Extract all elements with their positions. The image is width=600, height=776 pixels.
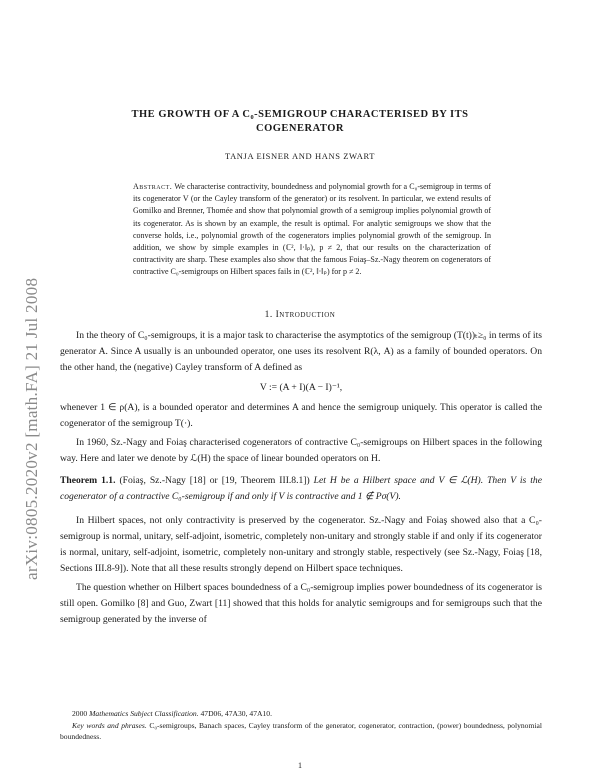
paragraph: In Hilbert spaces, not only contractivity is preserved by the cogenerator. Sz.-Nagy and Foiaş showed also that a C₀-semigroup is normal, unitary, self-adjoint, isometric, completely non-unitary and strongly stable if and only if its cogenerator is normal, unitary, self-adjoint, isometric, completely non-unitary and strongly stable, respectively (see Sz.-Nagy, Foiaş [18, Sections III.8-9]). Note that all these results strongly depend on Hilbert space techniques. [60,515,542,574]
msc-label: Mathematics Subject Classification. [89,709,199,718]
cayley-equation: V := (A + I)(A − I)⁻¹, [259,382,343,393]
paragraph: whenever 1 ∈ ρ(A), is a bounded operator and determines A and hence the semigroup uniquely. This operator is called the cogenerator of the semigroup T(·). [60,402,542,429]
footnotes [60,708,542,743]
page-number: 1 [298,761,302,770]
paragraph: The question whether on Hilbert spaces boundedness of a C₀-semigroup implies power boundedness of its cogenerator is still open. Gomilko [8] and Guo, Zwart [11] showed that this holds for analytic semigroups and for semigroups such that the semigroup generated by the inverse of [60,582,542,625]
theorem-heading: Theorem 1.1. [60,475,116,486]
paper-title: THE GROWTH OF A C₀-SEMIGROUP CHARACTERISED BY ITS COGENERATOR [131,109,469,134]
paper-authors: TANJA EISNER AND HANS ZWART [224,151,376,161]
abstract-label: Abstract. [133,182,173,191]
msc-year: 2000 [72,709,88,718]
msc-footnote [60,708,542,720]
abstract-text: We characterise contractivity, boundedness and polynomial growth for a C₀-semigroup in terms of its cogenerator V (or the Cayley transform of the generator) or its resolvent. In particular, we extend results of Gomilko and Brenner, Thomée and show that polynomial growth of a semigroup implies polynomial growth of its cogenerator. As is shown by an example, the result is optimal. For analytic semigroups we show that the converse holds, i.e., polynomial growth of the cogenerators implies polynomial growth of the semigroup. In addition, we show by simple examples in (ℂ², ‖·‖ₚ), p ≠ 2, that our results on the characterization of contractivity are sharp. These examples also show that the famous Foiaş–Sz.-Nagy theorem on cogenerators of contractive C₀-semigroups on Hilbert spaces fails in (ℂ², ‖·‖ₚ) for p ≠ 2. [133,182,491,277]
section-number: 1. [264,310,273,320]
keywords-label: Key words and phrases. [72,720,147,730]
theorem-statement: Let H be a Hilbert space and V ∈ ℒ(H). Then V is the cogenerator of a contractive C₀-semigroup if and only if V is contractive and 1 ∉ Pσ(V). [60,475,542,502]
section-title: Introduction [275,310,336,320]
abstract [133,181,491,279]
section-heading [60,310,540,320]
paragraph: In the theory of C₀-semigroups, it is a major task to characterise the asymptotics of the semigroup (T(t))ₜ≥₀ in terms of its generator A. Since A usually is an unbounded operator, one uses its resolvent R(λ, A) as a family of bounded operators. On the other hand, the (negative) Cayley transform of A defined as [60,330,542,373]
theorem-1-1 [60,473,542,505]
paragraph: In 1960, Sz.-Nagy and Foiaş characterised cogenerators of contractive C₀-semigroups on Hilbert spaces in the following way. Here and later we denote by ℒ(H) the space of linear bounded operators on H. [60,437,542,464]
arxiv-identifier: arXiv:0805.2020v2 [math.FA] 21 Jul 2008 [22,277,41,580]
keywords-text: C₀-semigroups, Banach spaces, Cayley transform of the generator, cogenerator, contraction, (power) boundedness, polynomial boundedness. [60,720,542,741]
theorem-reference: (Foiaş, Sz.-Nagy [18] or [19, Theorem III.8.1]) [119,475,310,486]
arxiv-stamp [22,190,40,580]
body-text [60,328,542,631]
msc-codes: 47D06, 47A30, 47A10. [200,709,272,718]
keywords-footnote [60,720,542,743]
